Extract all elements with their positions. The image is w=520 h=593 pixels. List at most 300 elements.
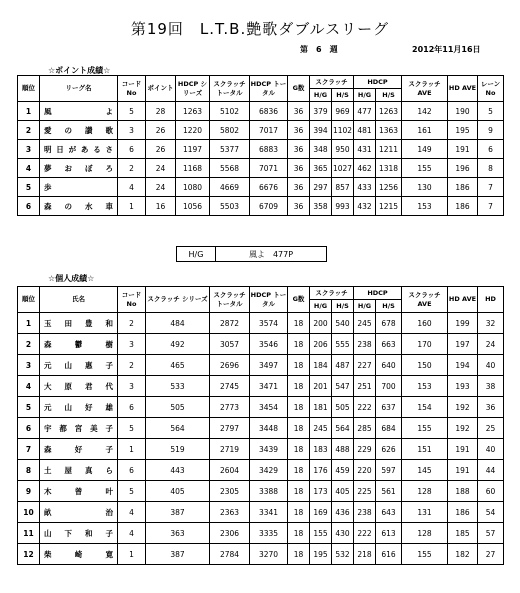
rank-cell: 10: [18, 502, 40, 523]
value-cell: 201: [310, 376, 332, 397]
value-cell: 6883: [250, 140, 288, 159]
table-row: [18, 102, 504, 121]
value-cell: 1263: [176, 102, 210, 121]
value-cell: 993: [332, 197, 354, 216]
value-cell: 128: [402, 481, 448, 502]
header-hdcp-series: HDCP シリーズ: [176, 76, 210, 102]
value-cell: 18: [288, 313, 310, 334]
value-cell: 131: [402, 502, 448, 523]
value-cell: 181: [310, 397, 332, 418]
header-code: コード No: [118, 287, 146, 313]
value-cell: 436: [332, 502, 354, 523]
value-cell: 150: [402, 355, 448, 376]
value-cell: 394: [310, 121, 332, 140]
value-cell: 173: [310, 481, 332, 502]
table-row: [18, 523, 504, 544]
value-cell: 18: [288, 523, 310, 544]
value-cell: 6836: [250, 102, 288, 121]
table-row: [18, 418, 504, 439]
points-table-body: [18, 102, 504, 216]
points-section-heading: ☆ポイント成績☆: [48, 66, 111, 75]
value-cell: 348: [310, 140, 332, 159]
value-cell: 7071: [250, 159, 288, 178]
value-cell: 3341: [250, 502, 288, 523]
points-table: [17, 75, 504, 216]
value-cell: 1: [118, 544, 146, 565]
value-cell: 182: [448, 544, 478, 565]
value-cell: 191: [448, 460, 478, 481]
value-cell: 533: [146, 376, 210, 397]
value-cell: 245: [354, 313, 376, 334]
name-cell: 土屋真ら: [40, 460, 118, 481]
value-cell: 54: [478, 502, 504, 523]
page-title: 第19回 L.T.B.艶歌ダブルスリーグ: [130, 20, 390, 38]
value-cell: 405: [332, 481, 354, 502]
rank-cell: 7: [18, 439, 40, 460]
rank-cell: 1: [18, 102, 40, 121]
table-row: [18, 397, 504, 418]
individual-section-heading: ☆個人成績☆: [48, 274, 95, 283]
value-cell: 1220: [176, 121, 210, 140]
value-cell: 700: [376, 376, 402, 397]
table-row: [18, 544, 504, 565]
value-cell: 5802: [210, 121, 250, 140]
value-cell: 1211: [376, 140, 402, 159]
value-cell: 3: [118, 334, 146, 355]
table-row: [18, 334, 504, 355]
table-row: [18, 140, 504, 159]
header-hd-ave: HD AVE: [448, 76, 478, 102]
value-cell: 487: [332, 355, 354, 376]
value-cell: 188: [448, 481, 478, 502]
value-cell: 1080: [176, 178, 210, 197]
header-rank: 順位: [18, 287, 40, 313]
value-cell: 3388: [250, 481, 288, 502]
value-cell: 432: [354, 197, 376, 216]
value-cell: 153: [402, 197, 448, 216]
value-cell: 6676: [250, 178, 288, 197]
rank-cell: 2: [18, 334, 40, 355]
rank-cell: 4: [18, 376, 40, 397]
value-cell: 2305: [210, 481, 250, 502]
value-cell: 153: [402, 376, 448, 397]
value-cell: 44: [478, 460, 504, 481]
value-cell: 2: [118, 313, 146, 334]
table-row: [18, 197, 504, 216]
header-hdcp: HDCP: [354, 76, 402, 89]
individual-table: [17, 286, 504, 565]
high-game-value: 風よ 477P: [216, 247, 327, 262]
value-cell: 6: [118, 397, 146, 418]
rank-cell: 12: [18, 544, 40, 565]
header-scratch-total: スクラッチ トータル: [210, 287, 250, 313]
value-cell: 637: [376, 397, 402, 418]
value-cell: 547: [332, 376, 354, 397]
value-cell: 1: [118, 197, 146, 216]
value-cell: 492: [146, 334, 210, 355]
header-hdcp-hg: H/G: [354, 300, 376, 313]
value-cell: 200: [310, 313, 332, 334]
value-cell: 36: [288, 102, 310, 121]
value-cell: 5: [478, 102, 504, 121]
header-games: G数: [288, 287, 310, 313]
value-cell: 7017: [250, 121, 288, 140]
value-cell: 3546: [250, 334, 288, 355]
value-cell: 195: [310, 544, 332, 565]
header-scratch-series: スクラッチ シリーズ: [146, 287, 210, 313]
header-hd: HD: [478, 287, 504, 313]
value-cell: 2: [118, 355, 146, 376]
week-label: 第 6 週: [300, 45, 338, 54]
value-cell: 18: [288, 502, 310, 523]
value-cell: 128: [402, 523, 448, 544]
value-cell: 365: [310, 159, 332, 178]
value-cell: 6: [118, 460, 146, 481]
header-hdcp-total: HDCP トータル: [250, 76, 288, 102]
name-cell: 元山惠子: [40, 355, 118, 376]
value-cell: 7: [478, 197, 504, 216]
header-hdcp-hs: H/S: [376, 300, 402, 313]
value-cell: 245: [310, 418, 332, 439]
name-cell: 明日があるさ: [40, 140, 118, 159]
value-cell: 18: [288, 439, 310, 460]
value-cell: 358: [310, 197, 332, 216]
value-cell: 16: [146, 197, 176, 216]
value-cell: 155: [402, 544, 448, 565]
value-cell: 36: [288, 159, 310, 178]
header-code: コード No: [118, 76, 146, 102]
value-cell: 18: [288, 355, 310, 376]
value-cell: 2797: [210, 418, 250, 439]
table-row: [18, 159, 504, 178]
table-row: [18, 178, 504, 197]
header-hd-ave: HD AVE: [448, 287, 478, 313]
value-cell: 297: [310, 178, 332, 197]
value-cell: 36: [288, 178, 310, 197]
value-cell: 24: [146, 178, 176, 197]
value-cell: 238: [354, 502, 376, 523]
value-cell: 481: [354, 121, 376, 140]
rank-cell: 6: [18, 418, 40, 439]
individual-table-body: [18, 313, 504, 565]
value-cell: 193: [448, 376, 478, 397]
value-cell: 1168: [176, 159, 210, 178]
value-cell: 564: [332, 418, 354, 439]
name-cell: 玉田豊和: [40, 313, 118, 334]
value-cell: 1056: [176, 197, 210, 216]
value-cell: 170: [402, 334, 448, 355]
value-cell: 519: [146, 439, 210, 460]
value-cell: 6: [118, 140, 146, 159]
value-cell: 5: [118, 481, 146, 502]
value-cell: 3429: [250, 460, 288, 481]
value-cell: 40: [478, 355, 504, 376]
value-cell: 220: [354, 460, 376, 481]
header-scratch: スクラッチ: [310, 287, 354, 300]
value-cell: 186: [448, 178, 478, 197]
name-cell: 森好子: [40, 439, 118, 460]
value-cell: 142: [402, 102, 448, 121]
value-cell: 60: [478, 481, 504, 502]
table-row: [18, 460, 504, 481]
value-cell: 285: [354, 418, 376, 439]
value-cell: 190: [448, 102, 478, 121]
value-cell: 1256: [376, 178, 402, 197]
value-cell: 564: [146, 418, 210, 439]
value-cell: 2719: [210, 439, 250, 460]
value-cell: 387: [146, 544, 210, 565]
value-cell: 1: [118, 439, 146, 460]
value-cell: 626: [376, 439, 402, 460]
name-cell: 山下和子: [40, 523, 118, 544]
value-cell: 36: [288, 121, 310, 140]
name-cell: 風よ: [40, 102, 118, 121]
name-cell: 柴崎寛: [40, 544, 118, 565]
value-cell: 1027: [332, 159, 354, 178]
value-cell: 229: [354, 439, 376, 460]
value-cell: 443: [146, 460, 210, 481]
value-cell: 38: [478, 376, 504, 397]
name-cell: 愛の讃歌: [40, 121, 118, 140]
value-cell: 3454: [250, 397, 288, 418]
value-cell: 3574: [250, 313, 288, 334]
value-cell: 18: [288, 418, 310, 439]
header-scratch-hg: H/G: [310, 89, 332, 102]
value-cell: 2: [118, 159, 146, 178]
value-cell: 218: [354, 544, 376, 565]
value-cell: 5: [118, 418, 146, 439]
value-cell: 465: [146, 355, 210, 376]
value-cell: 405: [146, 481, 210, 502]
rank-cell: 3: [18, 355, 40, 376]
header-rank: 順位: [18, 76, 40, 102]
value-cell: 176: [310, 460, 332, 481]
value-cell: 155: [402, 159, 448, 178]
value-cell: 8: [478, 159, 504, 178]
value-cell: 151: [402, 439, 448, 460]
value-cell: 36: [288, 140, 310, 159]
value-cell: 191: [448, 439, 478, 460]
value-cell: 597: [376, 460, 402, 481]
value-cell: 3497: [250, 355, 288, 376]
table-row: [18, 439, 504, 460]
value-cell: 532: [332, 544, 354, 565]
value-cell: 2773: [210, 397, 250, 418]
value-cell: 3270: [250, 544, 288, 565]
value-cell: 4: [118, 502, 146, 523]
value-cell: 1263: [376, 102, 402, 121]
name-cell: 大原君代: [40, 376, 118, 397]
rank-cell: 4: [18, 159, 40, 178]
name-cell: 畝治: [40, 502, 118, 523]
value-cell: 194: [448, 355, 478, 376]
header-scratch: スクラッチ: [310, 76, 354, 89]
value-cell: 3: [118, 121, 146, 140]
value-cell: 5503: [210, 197, 250, 216]
value-cell: 950: [332, 140, 354, 159]
value-cell: 6709: [250, 197, 288, 216]
table-row: [18, 355, 504, 376]
value-cell: 145: [402, 460, 448, 481]
value-cell: 27: [478, 544, 504, 565]
value-cell: 149: [402, 140, 448, 159]
value-cell: 36: [288, 197, 310, 216]
value-cell: 6: [478, 140, 504, 159]
value-cell: 5377: [210, 140, 250, 159]
value-cell: 484: [146, 313, 210, 334]
value-cell: 3448: [250, 418, 288, 439]
header-hdcp-hs: H/S: [376, 89, 402, 102]
value-cell: 192: [448, 418, 478, 439]
value-cell: 183: [310, 439, 332, 460]
header-scratch-hs: H/S: [332, 300, 354, 313]
value-cell: 26: [146, 140, 176, 159]
header-scratch-total: スクラッチ トータル: [210, 76, 250, 102]
table-row: [18, 313, 504, 334]
value-cell: 3471: [250, 376, 288, 397]
value-cell: 477: [354, 102, 376, 121]
value-cell: 2306: [210, 523, 250, 544]
value-cell: 505: [332, 397, 354, 418]
value-cell: 1215: [376, 197, 402, 216]
header-scratch-ave: スクラッチ AVE: [402, 76, 448, 102]
header-hdcp: HDCP: [354, 287, 402, 300]
value-cell: 663: [376, 334, 402, 355]
value-cell: 363: [146, 523, 210, 544]
value-cell: 192: [448, 397, 478, 418]
value-cell: 4669: [210, 178, 250, 197]
name-cell: 木曾叶: [40, 481, 118, 502]
value-cell: 40: [478, 439, 504, 460]
header-point: ポイント: [146, 76, 176, 102]
value-cell: 28: [146, 102, 176, 121]
header-games: G数: [288, 76, 310, 102]
value-cell: 1363: [376, 121, 402, 140]
value-cell: 462: [354, 159, 376, 178]
value-cell: 238: [354, 334, 376, 355]
value-cell: 616: [376, 544, 402, 565]
value-cell: 488: [332, 439, 354, 460]
name-cell: 宇都宮美子: [40, 418, 118, 439]
value-cell: 169: [310, 502, 332, 523]
name-cell: 歩: [40, 178, 118, 197]
rank-cell: 1: [18, 313, 40, 334]
header-hdcp-hg: H/G: [354, 89, 376, 102]
value-cell: 1318: [376, 159, 402, 178]
rank-cell: 11: [18, 523, 40, 544]
rank-cell: 6: [18, 197, 40, 216]
value-cell: 32: [478, 313, 504, 334]
value-cell: 18: [288, 334, 310, 355]
value-cell: 18: [288, 481, 310, 502]
value-cell: 9: [478, 121, 504, 140]
header-name: 氏名: [40, 287, 118, 313]
rank-cell: 5: [18, 178, 40, 197]
value-cell: 57: [478, 523, 504, 544]
value-cell: 5102: [210, 102, 250, 121]
value-cell: 186: [448, 502, 478, 523]
value-cell: 2872: [210, 313, 250, 334]
value-cell: 196: [448, 159, 478, 178]
header-league: リーグ名: [40, 76, 118, 102]
value-cell: 2363: [210, 502, 250, 523]
value-cell: 379: [310, 102, 332, 121]
date-label: 2012年11月16日: [412, 45, 481, 54]
value-cell: 2784: [210, 544, 250, 565]
value-cell: 191: [448, 140, 478, 159]
value-cell: 130: [402, 178, 448, 197]
table-row: [18, 502, 504, 523]
value-cell: 199: [448, 313, 478, 334]
value-cell: 155: [402, 418, 448, 439]
high-game-label: H/G: [177, 247, 216, 262]
header-hdcp-total: HDCP トータル: [250, 287, 288, 313]
value-cell: 155: [310, 523, 332, 544]
value-cell: 387: [146, 502, 210, 523]
value-cell: 222: [354, 523, 376, 544]
value-cell: 969: [332, 102, 354, 121]
high-game-box: [176, 246, 327, 262]
value-cell: 2745: [210, 376, 250, 397]
name-cell: 元山好雄: [40, 397, 118, 418]
value-cell: 154: [402, 397, 448, 418]
value-cell: 3: [118, 376, 146, 397]
value-cell: 684: [376, 418, 402, 439]
value-cell: 643: [376, 502, 402, 523]
header-scratch-hg: H/G: [310, 300, 332, 313]
rank-cell: 5: [18, 397, 40, 418]
value-cell: 5: [118, 102, 146, 121]
value-cell: 3439: [250, 439, 288, 460]
value-cell: 26: [146, 121, 176, 140]
value-cell: 161: [402, 121, 448, 140]
value-cell: 4: [118, 523, 146, 544]
value-cell: 222: [354, 397, 376, 418]
value-cell: 225: [354, 481, 376, 502]
value-cell: 555: [332, 334, 354, 355]
value-cell: 459: [332, 460, 354, 481]
value-cell: 18: [288, 544, 310, 565]
value-cell: 195: [448, 121, 478, 140]
rank-cell: 9: [18, 481, 40, 502]
value-cell: 3057: [210, 334, 250, 355]
value-cell: 185: [448, 523, 478, 544]
name-cell: 森の水車: [40, 197, 118, 216]
rank-cell: 2: [18, 121, 40, 140]
table-row: [18, 376, 504, 397]
value-cell: 1197: [176, 140, 210, 159]
value-cell: 3335: [250, 523, 288, 544]
header-scratch-hs: H/S: [332, 89, 354, 102]
table-row: [18, 121, 504, 140]
value-cell: 24: [478, 334, 504, 355]
value-cell: 4: [118, 178, 146, 197]
name-cell: 夢おぼろ: [40, 159, 118, 178]
value-cell: 18: [288, 397, 310, 418]
value-cell: 430: [332, 523, 354, 544]
value-cell: 25: [478, 418, 504, 439]
header-scratch-ave: スクラッチ AVE: [402, 287, 448, 313]
header-lane: レーン No: [478, 76, 504, 102]
name-cell: 森鬱樹: [40, 334, 118, 355]
value-cell: 505: [146, 397, 210, 418]
value-cell: 2604: [210, 460, 250, 481]
value-cell: 2696: [210, 355, 250, 376]
value-cell: 7: [478, 178, 504, 197]
value-cell: 613: [376, 523, 402, 544]
value-cell: 197: [448, 334, 478, 355]
rank-cell: 8: [18, 460, 40, 481]
